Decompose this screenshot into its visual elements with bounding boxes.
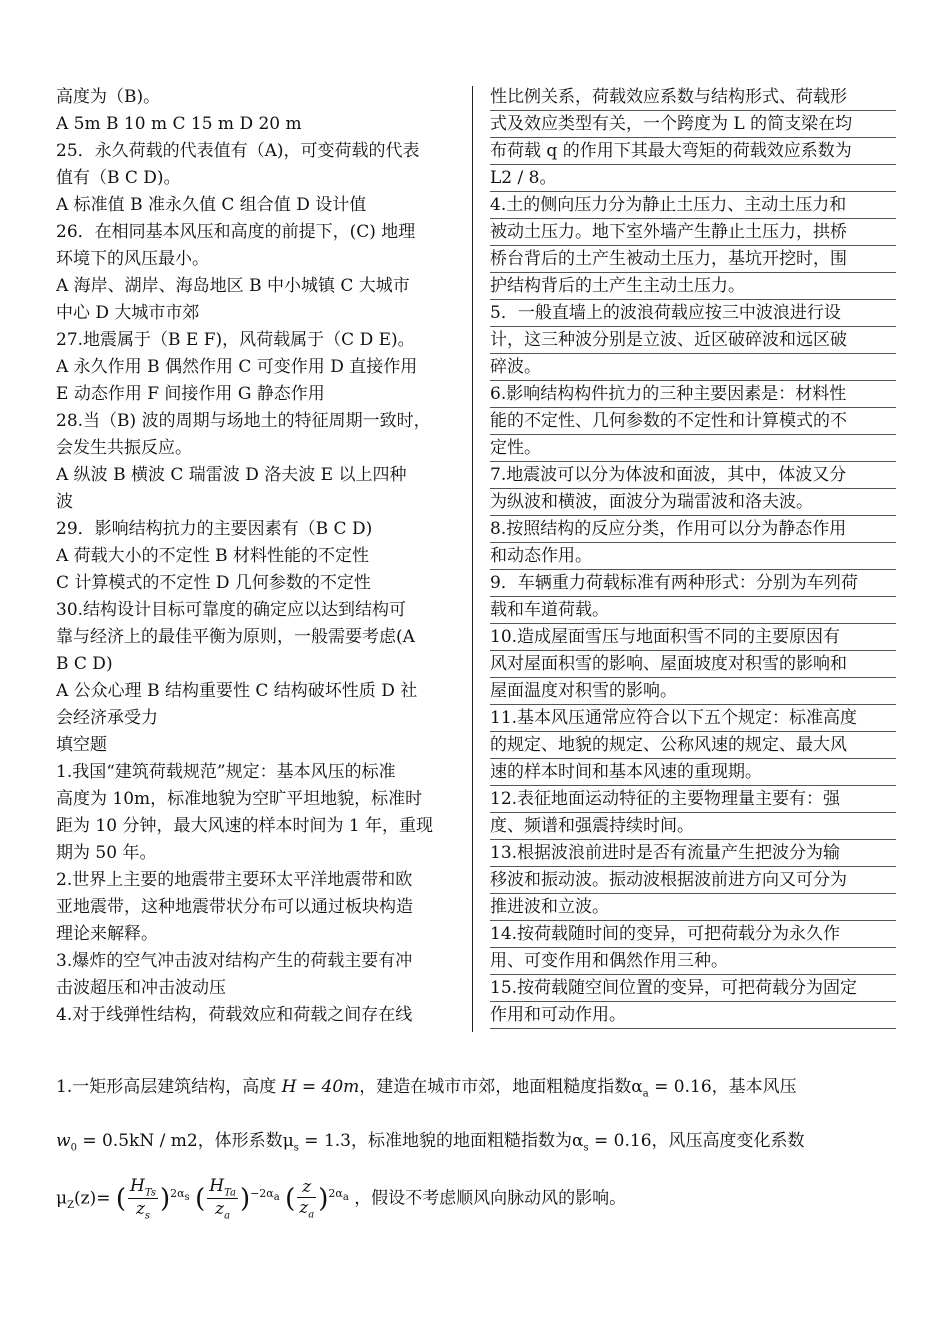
alpha-symbol: α (571, 1131, 584, 1151)
text-line: 风对屋面积雪的影响、屋面坡度对积雪的影响和 (490, 651, 896, 678)
problem-text: ，体形系数 (197, 1131, 283, 1151)
text-line: 26．在相同基本风压和高度的前提下，(C) 地理 (56, 222, 416, 242)
alpha-symbol: α (631, 1077, 643, 1097)
text-line: 3.爆炸的空气冲击波对结构产生的荷载主要有冲 (56, 951, 413, 971)
text-line: 为纵波和横波，面波分为瑞雷波和洛夫波。 (490, 489, 896, 516)
fraction-2: $\frac{H_{Ta}}{z_a}$ (209, 1176, 236, 1222)
mu-symbol: μ (282, 1131, 294, 1151)
text-line: A 公众心理 B 结构重要性 C 结构破坏性质 D 社 (56, 681, 418, 701)
text-line: A 纵波 B 横波 C 瑞雷波 D 洛夫波 E 以上四种 (56, 465, 407, 485)
text-line: 27.地震属于（B E F)，风荷载属于（C D E)。 (56, 330, 415, 350)
text-line: 值有（B C D)。 (56, 168, 181, 188)
problem-text: ，建造在城市市郊，地面粗糙度指数 (359, 1077, 632, 1097)
text-line: 速的样本时间和基本风速的重现期。 (490, 759, 896, 786)
mu-symbol: μ (56, 1188, 68, 1209)
text-line: 定性。 (490, 435, 896, 462)
text-line: 能的不定性、几何参数的不定性和计算模式的不 (490, 408, 896, 435)
text-line: 波 (56, 492, 73, 512)
problem-text: ，标准地貌的地面粗糙指数为 (350, 1131, 572, 1151)
formula-argument: (z)= (74, 1188, 111, 1209)
problem-text: ，基本风压 (711, 1077, 797, 1097)
problem-text: 1.一矩形高层建筑结构，高度 (56, 1077, 277, 1097)
text-line: 期为 50 年。 (56, 843, 157, 863)
text-line: 屋面温度对积雪的影响。 (490, 678, 896, 705)
text-line: 9．车辆重力荷载标准有两种形式：分别为车列荷 (490, 570, 896, 597)
text-line: 填空题 (56, 735, 107, 755)
mu-subscript: Z (67, 1199, 75, 1211)
text-line: 25．永久荷载的代表值有（A)，可变荷载的代表 (56, 141, 420, 161)
text-line: A 荷载大小的不定性 B 材料性能的不定性 (56, 546, 369, 566)
text-line: 高度为（B)。 (56, 87, 161, 107)
text-line: 5．一般直墙上的波浪荷载应按三中波浪进行设 (490, 300, 896, 327)
text-line: 11.基本风压通常应符合以下五个规定：标准高度 (490, 705, 896, 732)
problem-line-3-formula: $\mu_Z(z)=$ ( $\frac{H_{Ts}}{z_s}$ )$^{2\alpha_s}$ ( $\frac{H_{Ta}}{z_a}$ )$^{-2\alpha_a}$ ( $\frac{z}{z_a}$ )$^{2\alpha_a}$ ，假设不考虑顺风向脉动风的影响。 (56, 1176, 627, 1222)
problem-line-1 (56, 1072, 896, 1099)
text-line: 会经济承受力 (56, 708, 158, 728)
fraction-3: $\frac{z}{z_a}$ (299, 1177, 315, 1221)
left-column (56, 84, 458, 1029)
text-line: 被动土压力。地下室外墙产生静止土压力，拱桥 (490, 219, 896, 246)
problem-line-2 (56, 1126, 896, 1153)
text-line: 高度为 10m，标准地貌为空旷平坦地貌，标准时 (56, 789, 423, 809)
text-line: 度、频谱和强震持续时间。 (490, 813, 896, 840)
text-line: 理论来解释。 (56, 924, 158, 944)
text-line: 14.按荷载随时间的变异，可把荷载分为永久作 (490, 921, 896, 948)
text-line: 6.影响结构构件抗力的三种主要因素是：材料性 (490, 381, 896, 408)
height-value: H = 40m (281, 1077, 360, 1097)
text-line: 环境下的风压最小。 (56, 249, 209, 269)
w-subscript: 0 (70, 1142, 77, 1154)
alpha-value: = 0.16 (594, 1131, 652, 1151)
alpha-subscript: a (642, 1088, 649, 1100)
text-line: 计，这三种波分别是立波、近区破碎波和远区破 (490, 327, 896, 354)
fraction-1: $\frac{H_{Ts}}{z_s}$ (130, 1176, 156, 1222)
text-line: 30.结构设计目标可靠度的确定应以达到结构可 (56, 600, 407, 620)
text-line: 作用和可动作用。 (490, 1002, 896, 1029)
text-line: B C D) (56, 654, 113, 674)
text-line: 距为 10 分钟，最大风速的样本时间为 1 年，重现 (56, 816, 434, 836)
w-symbol: w (56, 1131, 71, 1151)
text-line: 13.根据波浪前进时是否有流量产生把波分为输 (490, 840, 896, 867)
text-line: 7.地震波可以分为体波和面波，其中，体波又分 (490, 462, 896, 489)
text-line: 推进波和立波。 (490, 894, 896, 921)
text-line: 布荷载 q 的作用下其最大弯矩的荷载效应系数为 (490, 138, 896, 165)
text-line: 8.按照结构的反应分类，作用可以分为静态作用 (490, 516, 896, 543)
text-line: 4.对于线弹性结构，荷载效应和荷载之间存在线 (56, 1005, 413, 1025)
text-line: 15.按荷载随空间位置的变异，可把荷载分为固定 (490, 975, 896, 1002)
text-line: 式及效应类型有关，一个跨度为 L 的简支梁在均 (490, 111, 896, 138)
text-line: L2 / 8。 (490, 165, 896, 192)
right-column (490, 84, 896, 1029)
problem-text: ，风压高度变化系数 (651, 1131, 805, 1151)
text-line: 桥台背后的土产生被动土压力，基坑开挖时，围 (490, 246, 896, 273)
text-line: 29．影响结构抗力的主要因素有（B C D) (56, 519, 373, 539)
text-line: 击波超压和冲击波动压 (56, 978, 226, 998)
shape-coefficient-value: = 1.3 (304, 1131, 351, 1151)
problem-text: ，假设不考虑顺风向脉动风的影响。 (354, 1188, 627, 1209)
text-line: A 5m B 10 m C 15 m D 20 m (56, 114, 302, 134)
text-line: 10.造成屋面雪压与地面积雪不同的主要原因有 (490, 624, 896, 651)
text-line: 的规定、地貌的规定、公称风速的规定、最大风 (490, 732, 896, 759)
column-divider (472, 86, 473, 1032)
text-line: 4.土的侧向压力分为静止土压力、主动土压力和 (490, 192, 896, 219)
alpha-value: = 0.16 (654, 1077, 712, 1097)
text-line: 靠与经济上的最佳平衡为原则，一般需要考虑(A (56, 627, 415, 647)
text-line: C 计算模式的不定性 D 几何参数的不定性 (56, 573, 371, 593)
mu-subscript: s (293, 1142, 299, 1154)
text-line: A 海岸、湖岸、海岛地区 B 中小城镇 C 大城市 (56, 276, 410, 296)
text-line: 性比例关系，荷载效应系数与结构形式、荷载形 (490, 84, 896, 111)
text-line: A 永久作用 B 偶然作用 C 可变作用 D 直接作用 (56, 357, 418, 377)
text-line: 中心 D 大城市市郊 (56, 303, 200, 323)
text-line: 护结构背后的土产生主动土压力。 (490, 273, 896, 300)
text-line: 碎波。 (490, 354, 896, 381)
text-line: 12.表征地面运动特征的主要物理量主要有：强 (490, 786, 896, 813)
text-line: 用、可变作用和偶然作用三种。 (490, 948, 896, 975)
alpha-subscript: s (583, 1142, 589, 1154)
text-line: 28.当（B) 波的周期与场地土的特征周期一致时， (56, 411, 431, 431)
text-line: 移波和振动波。振动波根据波前进方向又可分为 (490, 867, 896, 894)
text-line: E 动态作用 F 间接作用 G 静态作用 (56, 384, 325, 404)
text-line: 和动态作用。 (490, 543, 896, 570)
text-line: A 标准值 B 准永久值 C 组合值 D 设计值 (56, 195, 367, 215)
text-line: 载和车道荷载。 (490, 597, 896, 624)
wind-pressure-value: = 0.5kN / m2 (82, 1131, 198, 1151)
text-line: 亚地震带，这种地震带状分布可以通过板块构造 (56, 897, 413, 917)
text-line: 1.我国“建筑荷载规范”规定：基本风压的标准 (56, 762, 396, 782)
text-line: 2.世界上主要的地震带主要环太平洋地震带和欧 (56, 870, 413, 890)
text-line: 会发生共振反应。 (56, 438, 192, 458)
